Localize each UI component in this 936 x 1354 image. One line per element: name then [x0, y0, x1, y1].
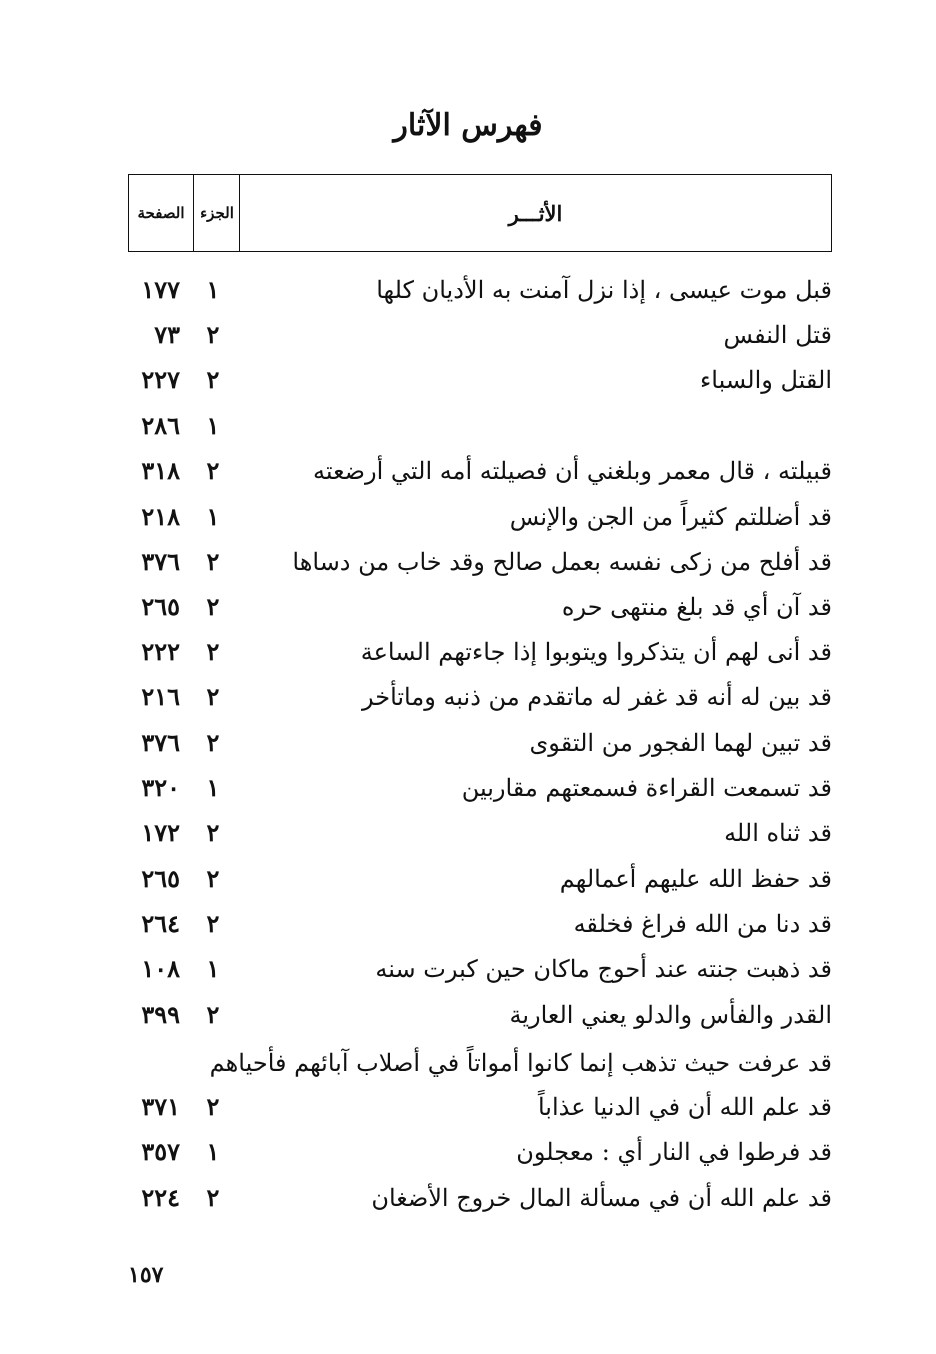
page-number: ١٧٧ [141, 275, 180, 304]
table-row [0, 949, 936, 989]
part-number: ١ [206, 411, 220, 440]
table-row [0, 270, 936, 310]
page-number: ١٠٨ [141, 954, 180, 983]
page-number: ٢٢٤ [141, 1183, 180, 1212]
part-number: ١ [206, 275, 220, 304]
table-row [0, 315, 936, 355]
part-number: ٢ [206, 592, 220, 621]
athar-text: قد عرفت حيث تذهب إنما كانوا أمواتاً في أصلاب آبائهم فأحياهم [209, 1049, 832, 1077]
part-number: ٢ [206, 1000, 220, 1029]
part-number: ٢ [206, 728, 220, 757]
athar-text: قد تسمعت القراءة فسمعتهم مقاربين [461, 774, 832, 802]
athar-text: قتل النفس [723, 321, 832, 349]
table-row [0, 677, 936, 717]
athar-text: قد ذهبت جنته عند أحوج ماكان حين كبرت سنه [375, 955, 832, 983]
header-part: الجزء [193, 175, 240, 251]
page-number: ٢٦٥ [141, 592, 180, 621]
table-row [0, 1043, 936, 1083]
table-row [0, 632, 936, 672]
part-number: ٢ [206, 682, 220, 711]
page-number: ٣٢٠ [141, 773, 180, 802]
table-row [0, 904, 936, 944]
page-number: ٣٧٦ [141, 547, 180, 576]
page-number: ٢٢٢ [141, 637, 180, 666]
page-number: ٣٧١ [141, 1092, 180, 1121]
athar-text: القدر والفأس والدلو يعني العارية [509, 1001, 832, 1029]
part-number: ٢ [206, 365, 220, 394]
page-number: ٢١٨ [141, 502, 180, 531]
header-athar: الأثـــر [239, 175, 831, 251]
page-number: ٣١٨ [141, 456, 180, 485]
table-row [0, 995, 936, 1035]
athar-text: قد أنى لهم أن يتذكروا ويتوبوا إذا جاءتهم الساعة [360, 638, 832, 666]
part-number: ٢ [206, 547, 220, 576]
athar-text: القتل والسباء [700, 366, 832, 394]
table-row [0, 813, 936, 853]
athar-text: قد أفلح من زكى نفسه بعمل صالح وقد خاب من دساها [292, 548, 832, 576]
part-number: ٢ [206, 1092, 220, 1121]
table-row [0, 406, 936, 446]
table-row [0, 360, 936, 400]
table-row [0, 768, 936, 808]
page-number: ٢٨٦ [141, 411, 180, 440]
page-number: ٣٧٦ [141, 728, 180, 757]
part-number: ١ [206, 502, 220, 531]
table-row [0, 1087, 936, 1127]
table-row [0, 723, 936, 763]
page-title: فهرس الآثار [393, 108, 543, 143]
athar-text: قبيلته ، قال معمر وبلغني أن فصيلته أمه التي أرضعته [312, 457, 832, 485]
part-number: ٢ [206, 864, 220, 893]
page-number: ٢٦٤ [141, 909, 180, 938]
part-number: ٢ [206, 909, 220, 938]
table-row [0, 497, 936, 537]
athar-text: قد آن أي قد بلغ منتهى حره [561, 593, 832, 621]
athar-text: قد بين له أنه قد غفر له ماتقدم من ذنبه وماتأخر [361, 683, 832, 711]
page-number: ٣٩٩ [141, 1000, 180, 1029]
athar-text: قد دنا من الله فراغ فخلقه [573, 910, 832, 938]
table-row [0, 542, 936, 582]
athar-text: قد فرطوا في النار أي : معجلون [516, 1138, 832, 1166]
part-number: ١ [206, 1137, 220, 1166]
page-number: ٢٦٥ [141, 864, 180, 893]
athar-text: قد ثناه الله [724, 819, 832, 847]
athar-text: قد تبين لهما الفجور من التقوى [529, 729, 832, 757]
header-page: الصفحة [137, 204, 185, 222]
table-row [0, 587, 936, 627]
part-number: ٢ [206, 818, 220, 847]
page-number: ٢٢٧ [141, 365, 180, 394]
part-number: ٢ [206, 456, 220, 485]
athar-text: قد علم الله أن في مسألة المال خروج الأضغان [371, 1184, 832, 1212]
part-number: ٢ [206, 1183, 220, 1212]
part-number: ٢ [206, 637, 220, 666]
part-number: ١ [206, 954, 220, 983]
table-row [0, 1132, 936, 1172]
athar-text: قد حفظ الله عليهم أعمالهم [559, 865, 832, 893]
athar-text: قد أضللتم كثيراً من الجن والإنس [509, 503, 832, 531]
table-row [0, 859, 936, 899]
table-row [0, 1178, 936, 1218]
page-number: ٣٥٧ [141, 1137, 180, 1166]
page-number-footer: ١٥٧ [128, 1262, 164, 1288]
page-number: ١٧٢ [141, 818, 180, 847]
page-number: ٢١٦ [141, 682, 180, 711]
athar-text: قد علم الله أن في الدنيا عذاباً [537, 1093, 832, 1121]
part-number: ١ [206, 773, 220, 802]
table-header [128, 174, 832, 252]
table-row [0, 451, 936, 491]
athar-text: قبل موت عيسى ، إذا نزل آمنت به الأديان كلها [376, 276, 832, 304]
part-number: ٢ [206, 320, 220, 349]
page-number: ٧٣ [154, 320, 180, 349]
